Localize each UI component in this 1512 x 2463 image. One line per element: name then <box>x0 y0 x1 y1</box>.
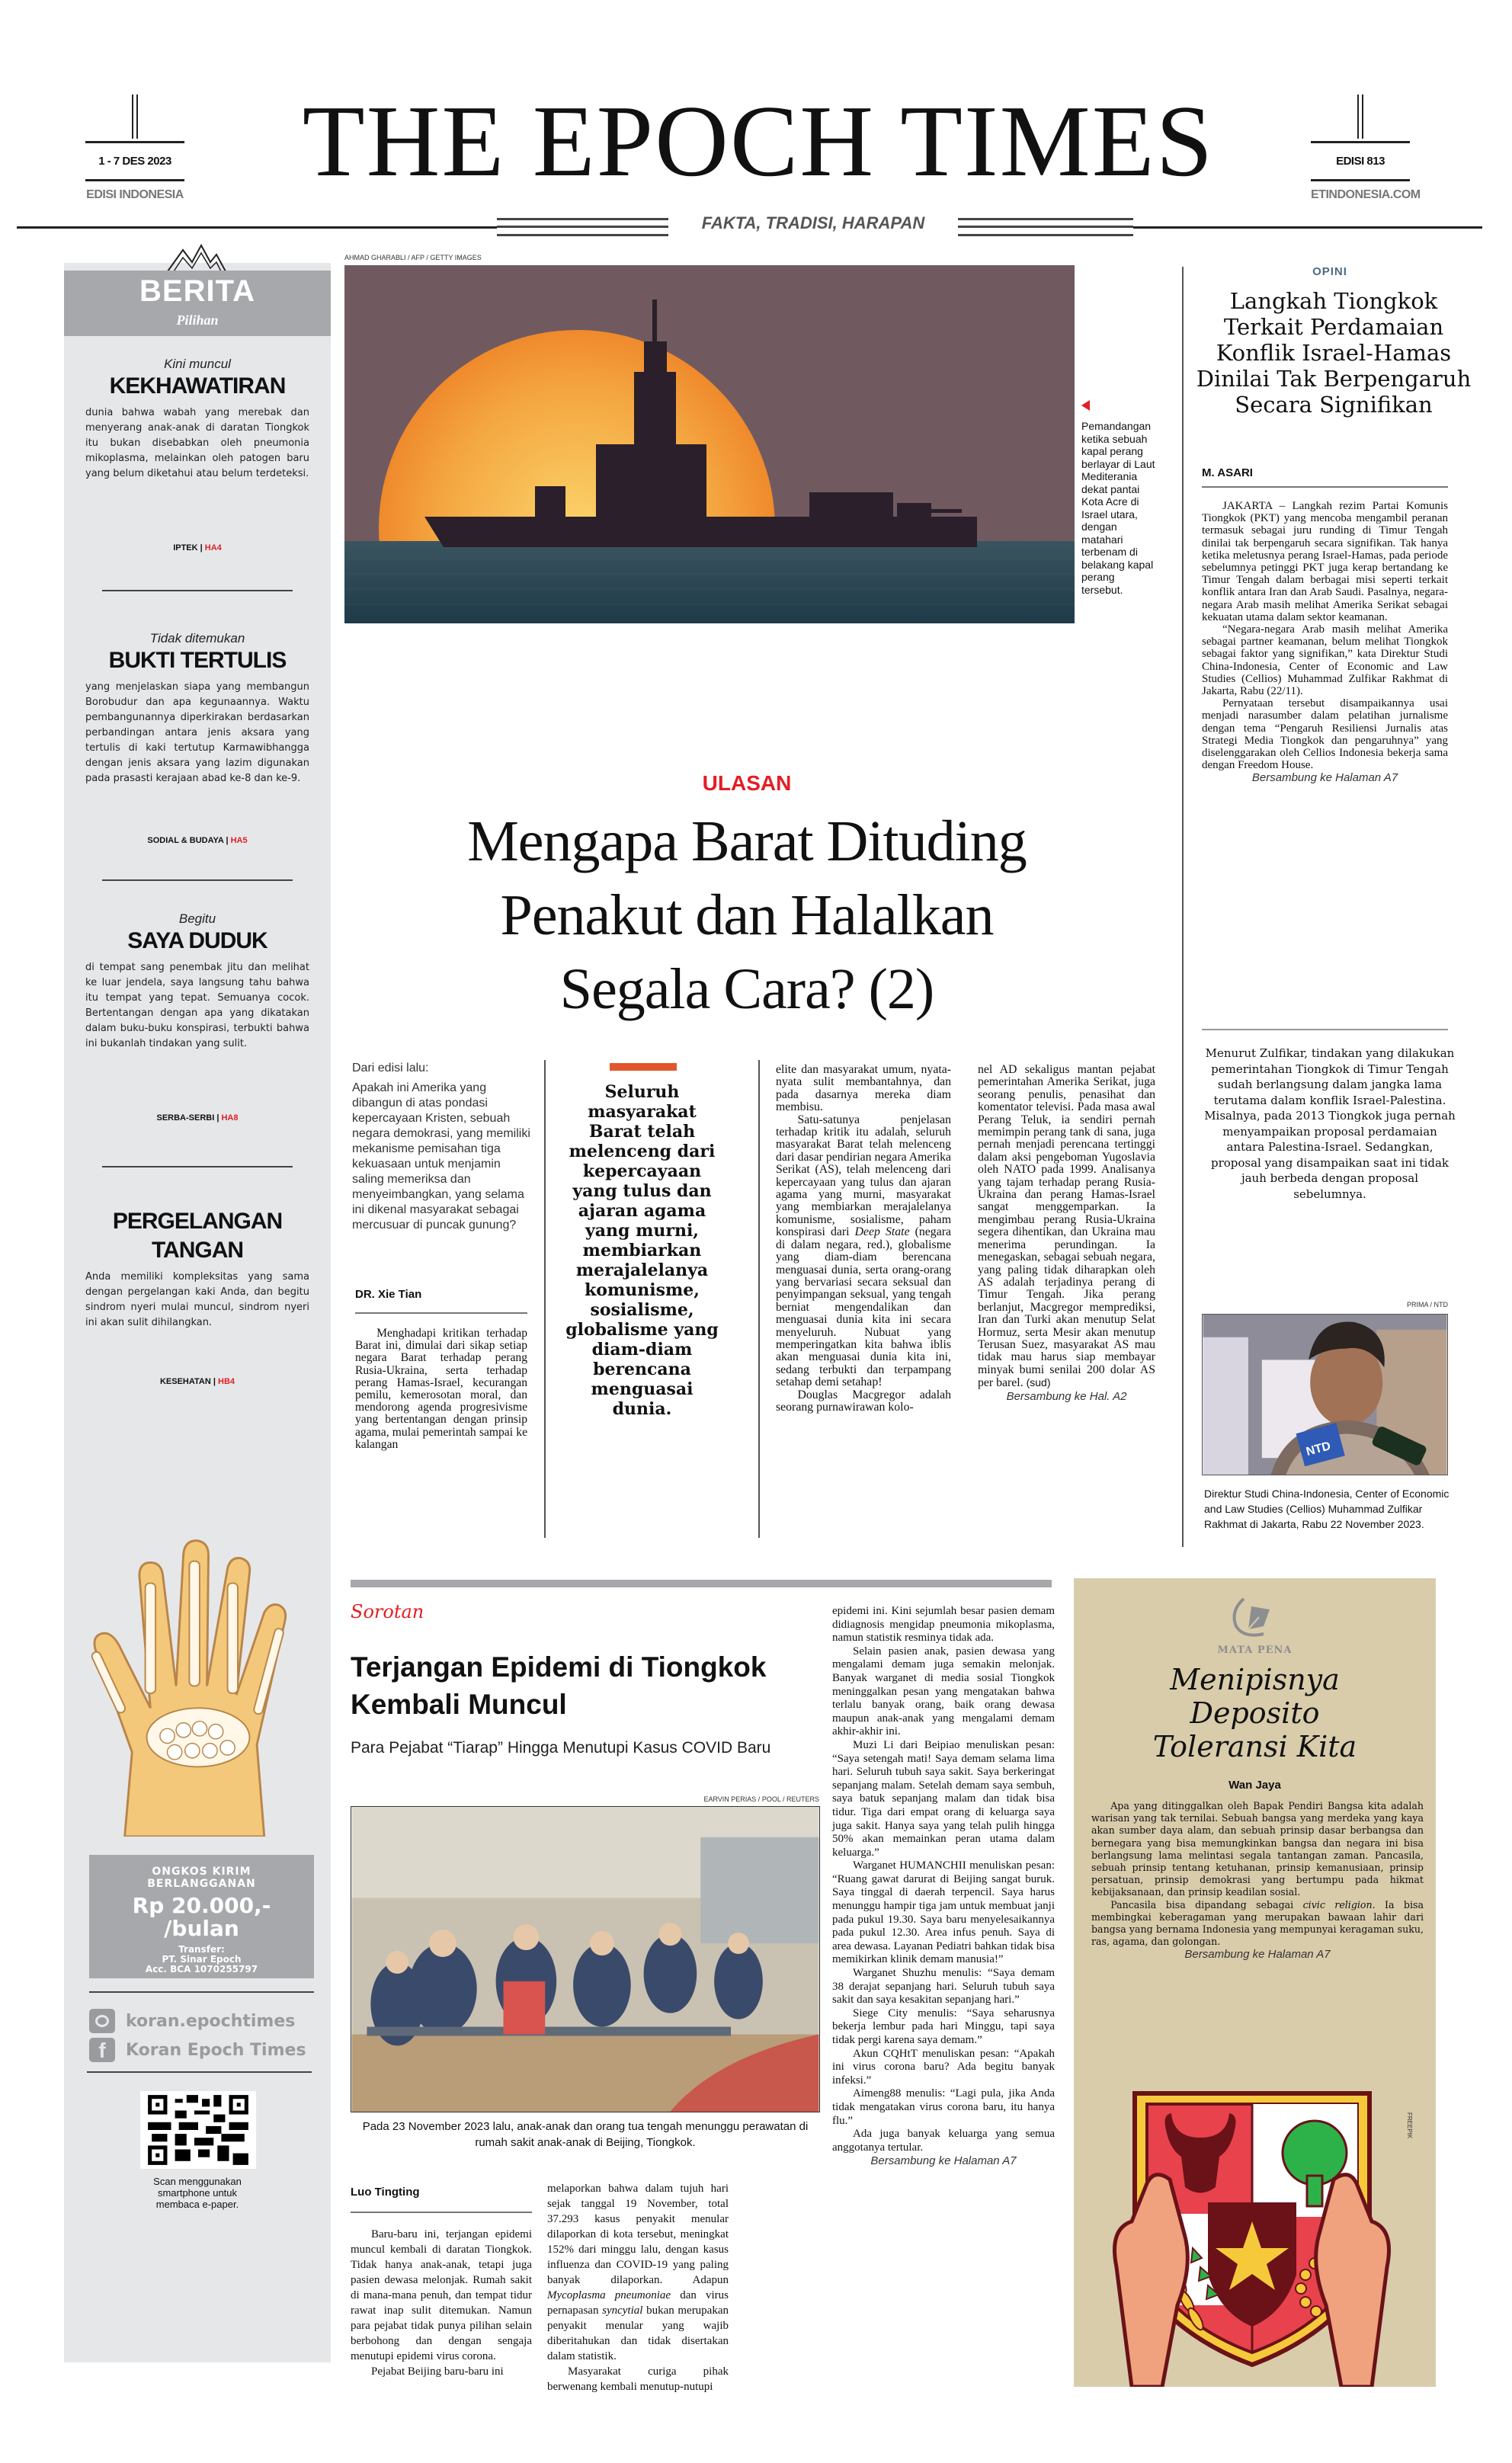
divider <box>1202 1029 1448 1030</box>
pancasila-shield-illustration <box>1101 2084 1402 2387</box>
divider <box>958 218 1133 236</box>
story-title: BUKTI TERTULIS <box>108 648 287 673</box>
article-column <box>978 1064 1155 1404</box>
paragraph: Baru-baru ini, terjangan epidemi muncul kembali di daratan Tiongkok. Tidak hanya anak-anak, tetapi juga pasien dewasa melonjak. Rumah sakit di mana-mana penuh, dan tempat tidur rawat inap sulit ditemukan. Namun para pejabat tidak punya pilihan selain berbohong dan dengan sengaja menutupi epidemi virus corona. <box>351 2228 532 2362</box>
facebook-handle: Koran Epoch Times <box>126 2040 306 2060</box>
paragraph: Muzi Li dari Beipiao menuliskan pesan: “Saya setengah mati! Saya demam selama lima hari. Seluruh tubuh saya sakit. Saya berkeringat sepanjang malam. Setelah demam saya sembuh, saya batuk sepanjang malam dan tidak bisa tidur. Tiga dari empat orang di keluarga saya juga sakit. Hanya saya yang telah pulih hingga 50% akan memainkan peran utama dalam keluarga.” <box>832 1738 1055 1859</box>
interview-photo[interactable] <box>1202 1314 1448 1475</box>
photo-credit: AHMAD GHARABLI / AFP / GETTY IMAGES <box>344 254 482 261</box>
paragraph: Menghadapi kritikan terhadap Barat ini, dimulai dari sikap setiap negara Barat terhadap perang Rusia-Ukraina, serta terhadap perang Hamas-Israel, kecurangan pemilu, kemerosotan moral, dan mendorong agenda progresivisme yang bertentangan dengan prinsip agama, mulai pemerintah sampai ke kalangan <box>355 1327 527 1451</box>
page-number: HA5 <box>230 836 248 845</box>
subscription-title: BERLANGGANAN <box>147 1878 256 1890</box>
page-number: HA8 <box>221 1113 239 1123</box>
transfer-company: PT. Sinar Epoch <box>162 1954 242 1965</box>
subscription-box <box>89 1855 314 1978</box>
headline-line: Toleransi Kita <box>1152 1730 1357 1763</box>
sidebar-subtitle: Pilihan <box>176 312 219 328</box>
caption-text: Pemandangan ketika sebuah kapal perang berlayar di Laut Mediterania dekat pantai Kota Acre di Israel utara, dengan matahari terbenam di belakang kapal perang tersebut. <box>1081 420 1155 596</box>
story-body: Anda memiliki kompleksitas yang sama dengan pergelangan kaki Anda, dan begitu sindrom nyeri mulai muncul, sindrom nyeri ini akan sulit dihilangkan. <box>85 1271 309 1328</box>
masthead-right-block <box>1311 94 1421 202</box>
photo-credit: PRIMA / NTD <box>1406 1301 1448 1308</box>
continued-link[interactable]: Bersambung ke Halaman A7 <box>1251 771 1398 785</box>
headline-line: Menipisnya <box>1170 1663 1340 1696</box>
issue-date: 1 - 7 DES 2023 <box>98 155 171 168</box>
paragraph: Masyarakat curiga pihak berwenang kembali menutup-nutupi <box>547 2365 729 2393</box>
text-run: Pancasila bisa dipandang sebagai <box>1110 1898 1303 1911</box>
fountain-pen-icon <box>1228 1596 1279 1640</box>
text-run: (negara di dalam negara, red.), globalisme yang diam-diam berencana menguasai dunia, serta orang-orang yang bervariasi secara seksual dan penyimpangan seksual, yang tengah berniat mengendalikan dan menguasai dunia kita ini secara menyeluruh. Nubuat yang memperingatkan kita bahwa iblis akan menguasai dunia kita ini, sedang terbukti dan terpampang setahap demi setahap! <box>776 1225 951 1389</box>
article-column <box>832 1605 1055 2168</box>
photo-caption: Direktur Studi China-Indonesia, Center of Economic and Law Studies (Cellios) Muhammad Zulfikar Rakhmat di Jakarta, Rabu 22 November 2023. <box>1204 1488 1450 1530</box>
section-label: ULASAN <box>702 771 792 795</box>
paragraph: Akun CQHtT menuliskan pesan: “Apakah ini virus corona baru? Ada begitu banyak infeksi.” <box>832 2047 1055 2087</box>
pull-quote: Menurut Zulfikar, tindakan yang dilakukan pemerintahan Tiongkok di Timur Tengah sudah berlangsung dalam jangka lama terutama dalam konflik Israel-Palestina. Misalnya, pada 2013 Tiongkok juga pernah menyampaikan proposal perdamaian antara Palestina-Israel. Sedangkan, proposal yang disampaikan saat ini tidak jauh berbeda dengan proposal sebelumnya. <box>1204 1046 1456 1201</box>
qr-caption-line: smartphone untuk <box>157 2187 238 2199</box>
lead-photo-warship-sunset[interactable] <box>344 265 1075 623</box>
paragraph <box>1091 1899 1424 1949</box>
subscription-period: /bulan <box>164 1916 239 1941</box>
masthead-ornament <box>132 94 138 139</box>
newspaper-title: THE EPOCH TIMES <box>302 85 1215 197</box>
divider <box>87 2071 312 2073</box>
story-body: dunia bahwa wabah yang merebak dan menyerang anak-anak di daratan Tiongkok itu bukan disebabkan oleh pneumonia mikoplasma, melainkan oleh patogen baru yang belum diketahui atau belum terdeteksi. <box>85 407 309 479</box>
author-byline: M. ASARI <box>1202 466 1253 479</box>
sidebar-story[interactable] <box>64 631 331 846</box>
lead-photo-caption <box>1081 400 1158 596</box>
divider <box>89 1991 314 1993</box>
sidebar-story[interactable] <box>64 1207 331 1387</box>
continued-link[interactable]: Bersambung ke Halaman A7 <box>870 2154 1017 2168</box>
story-page-ref[interactable]: KESEHATAN | HB4 <box>159 1377 235 1386</box>
paragraph: Warganet Shuzhu menulis: “Saya demam 38 derajat sepanjang hari. Seluruh tubuh saya sakit dan saya kesakitan sepanjang hari.” <box>832 1967 1055 2007</box>
story-kicker: Kini muncul <box>164 357 231 371</box>
sidebar-title: BERITA <box>139 274 255 308</box>
website[interactable]: ETINDONESIA.COM <box>1311 188 1421 201</box>
edition-region: EDISI INDONESIA <box>86 188 184 201</box>
caption-pointer-icon <box>1081 400 1090 411</box>
reporter-tag: (sud) <box>1026 1376 1051 1389</box>
text-run: nel AD sekaligus mantan pejabat pemerintahan Amerika Serikat, juga seorang penulis, penasihat dan komentator televisi. Pada masa awal Perang Teluk, ia sendiri pernah memimpin perang tank di sana, juga pernah menjadi perencana tertinggi dalam aksi pengeboman Yugoslavia oleh NATO pada 1999. Analisanya yang tajam terhadap perang Rusia-Ukraina dan perang Hamas-Israel sangat menggemparkan. Ia mengimbau perang Rusia-Ukraina segera dihentikan, dan Ukraina mau menerima perundingan. Ia menegaskan, sebagai sebuah negara, yang paling tidak diharapkan oleh AS adalah terjadinya perang di Timur Tengah. Jika perang berlanjut, Macgregor memprediksi, Iran dan Turki akan menutup Selat Hormuz, serta Mesir akan menutup Terusan Suez, masyarakat AS mau tidak mau harus siap membayar minyak bumi senilai 200 dolar AS per barel. <box>978 1063 1155 1390</box>
divider <box>351 2212 532 2213</box>
edition-number: EDISI 813 <box>1336 155 1385 168</box>
story-kicker: Tidak ditemukan <box>149 631 245 645</box>
bank-account: Acc. BCA 1070255797 <box>145 1964 258 1975</box>
article-column <box>547 2181 729 2394</box>
masthead-rule <box>1311 141 1410 143</box>
text-run: dan virus pernapasan <box>547 2289 729 2317</box>
masthead-rule <box>1311 179 1410 181</box>
divider <box>1202 486 1448 488</box>
mata-pena-headline[interactable] <box>1074 1663 1436 1763</box>
transfer-label: Transfer: <box>178 1944 225 1955</box>
headline-line: Mengapa Barat Dituding <box>467 809 1027 873</box>
paragraph: Aimeng88 menulis: “Lagi pula, jika Anda tidak mengatakan virus corona baru, itu hanya flu.” <box>832 2087 1055 2127</box>
facebook-icon: f <box>89 2038 115 2062</box>
divider <box>355 1312 527 1314</box>
instagram-handle: koran.epochtimes <box>126 2011 296 2031</box>
hospital-waiting-photo[interactable] <box>351 1806 820 2112</box>
text-run: bukan merupakan penyakit menular yang wajib diberitahukan dan tidak disertakan dalam statistik. <box>547 2304 729 2362</box>
masthead-left-block <box>85 94 184 202</box>
story-title: PERGELANGAN TANGAN <box>112 1209 283 1263</box>
sorotan-headline[interactable]: Terjangan Epidemi di Tiongkok Kembali Muncul <box>351 1651 767 1720</box>
pull-quote-accent <box>610 1063 677 1071</box>
story-page-ref[interactable]: SERBA-SERBI | HA8 <box>156 1113 239 1123</box>
headline-line: Segala Cara? (2) <box>559 957 934 1021</box>
instagram-link[interactable] <box>89 2007 318 2035</box>
photo-caption: Pada 23 November 2023 lalu, anak-anak dan orang tua tengah menunggu perawatan di rumah sakit anak-anak di Beijing, Tiongkok. <box>362 2120 809 2149</box>
headline-line: Deposito <box>1190 1696 1320 1730</box>
article-column <box>355 1328 527 1451</box>
qr-caption-line: membaca e-paper. <box>155 2199 239 2210</box>
continued-link[interactable]: Bersambung ke Hal. A2 <box>1006 1389 1127 1403</box>
divider <box>497 218 668 236</box>
main-headline[interactable] <box>335 805 1158 1027</box>
author-byline: Luo Tingting <box>351 2186 420 2199</box>
paragraph: Siege City menulis: “Saya seharusnya bekerja lembur pada hari Minggu, tapi saya tidak pergi karena saya demam.” <box>832 2007 1055 2046</box>
opini-headline[interactable]: Langkah Tiongkok Terkait Perdamaian Konflik Israel-Hamas Dinilai Tak Berpengaruh Secara Signifikan <box>1196 288 1472 418</box>
story-page-ref[interactable]: SODIAL & BUDAYA | HA5 <box>147 836 248 845</box>
divider <box>102 590 293 591</box>
article-column <box>1091 1800 1424 1962</box>
paragraph: Warganet HUMANCHII menuliskan pesan: “Ruang gawat darurat di Beijing sangat buruk. Saya tinggal di daerah terpencil. Saya harus menunggu hampir tiga jam untuk membuat janji pada pukul 19.30. Saya baru menyelesaikannya pada pukul 12.30. Area infus penuh. Saya di area dewasa. Layanan Pediatri bahkan tidak bisa memikirkan klinik demam manusia!” <box>832 1859 1055 1966</box>
facebook-link[interactable] <box>89 2036 318 2064</box>
story-body: di tempat sang penembak jitu dan melihat ke luar jendela, saya langsung tahu bahwa itu tempat yang tepat. Semuanya cocok. Bertentangan dengan apa yang dikatakan dalam buku-buku konspirasi, terbukti bahwa ini bukanlah tindakan yang sulit. <box>85 962 309 1049</box>
illustration-credit: FREEPIK <box>1406 2112 1413 2139</box>
paragraph <box>547 2181 729 2364</box>
column-rule <box>544 1060 546 1538</box>
subscription-price: Rp 20.000,- <box>132 1893 271 1918</box>
hand-xray-illustration <box>76 1532 320 1837</box>
article-column <box>1202 500 1448 785</box>
tagline: FAKTA, TRADISI, HARAPAN <box>701 213 925 232</box>
mountain-logo-icon <box>166 241 227 273</box>
section-label: Sorotan <box>351 1601 424 1622</box>
paragraph: JAKARTA – Langkah rezim Partai Komunis Tiongkok (PKT) yang mencoba mengambil peranan termasuk sebagai juru runding di Timur Tengah dinilai tak berpengaruh secara signifikan. Tak hanya ketika meletusnya perang Israel-Hamas, pada periode sebelumnya petinggi PKT juga kerap bertandang ke Timur Tengah dalam berbagai misi seperti terkait konflik antara Iran dan Arab Saudi. Pasalnya, negara-negara Arab masih melihat Amerika Serikat sebagai kekuatan utama dalam sektor keamanan. <box>1202 500 1448 623</box>
text-emphasis: Deep State <box>854 1225 910 1239</box>
paragraph <box>978 1064 1155 1390</box>
divider <box>102 1166 293 1167</box>
article-column <box>776 1064 951 1414</box>
masthead-rule <box>85 141 184 143</box>
text-run: Satu-satunya penjelasan terhadap kritik itu adalah, seluruh masyarakat Barat telah melenceng dari dasar pendirian negara Amerika Serikat (AS), telah melenceng dari kepercayaan yang tulus dan ajaran agama yang murni, masyarakat yang membiarkan merajalelanya komunisme, sosialisme, paham konspirasi dari <box>776 1113 951 1239</box>
masthead-ornament <box>1357 94 1363 139</box>
text-run: melaporkan bahwa dalam tujuh hari sejak tanggal 19 November, total 37.293 kasus penyakit menular dilaporkan di kota tersebut, meningkat 152% dari minggu lalu, dengan kasus influenza dan COVID-19 yang paling banyak dilaporkan. Adapun <box>547 2183 729 2286</box>
previous-edition-summary <box>352 1061 535 1233</box>
column-rule <box>758 1060 760 1538</box>
qr-code[interactable] <box>140 2091 256 2169</box>
paragraph: Apa yang ditinggalkan oleh Bapak Pendiri Bangsa kita adalah warisan yang tak ternilai. Sebuah bangsa yang merdeka yang kaya akan sumber daya alam, dan sebuah prinsip dasar berbangsa dan bernegara yang bisa memungkinkan bangsa dan negara ini bisa berlangsung lama melintasi segala tantangan zaman. Pancasila, sebuah prinsip tentang ketuhanan, prinsip kemanusiaan, prinsip persatuan, prinsip demokrasi yang bertumpu pada hikmat kebijaksanaan, dan prinsip keadilan sosial. <box>1091 1800 1424 1898</box>
author-byline: DR. Xie Tian <box>355 1288 422 1301</box>
sorotan-subheadline: Para Pejabat “Tiarap” Hingga Menutupi Kasus COVID Baru <box>351 1739 771 1757</box>
tagline-row <box>17 213 1495 236</box>
divider <box>17 226 497 229</box>
section-name: IPTEK <box>173 543 198 552</box>
paragraph: Pejabat Beijing baru-baru ini <box>371 2365 504 2378</box>
pull-quote: Seluruh masyarakat Barat telah melenceng dari kepercayaan yang tulus dan ajaran agama yang murni, membiarkan merajalelanya komunisme, sosialisme, globalisme yang diam-diam berencana menguasai dunia. <box>565 1082 719 1419</box>
article-column <box>351 2227 532 2379</box>
section-label: OPINI <box>1312 265 1347 278</box>
sidebar-story[interactable] <box>64 357 331 553</box>
paragraph: Pernyataan tersebut disampaikannya usai menjadi narasumber dalam pelatihan jurnalisme dengan tema “Pengaruh Resiliensi Jurnalis atas Strategi Media Tiongkok dan pengaruhnya” yang diselenggarakan oleh Cellios Indonesia bekerja sama dengan Freedom House. <box>1202 697 1448 772</box>
sidebar-story-list <box>64 352 331 1387</box>
text-run: . Ia bisa membingkai keberagaman yang merupakan bawaan lahir dari bangsa yang bernama Indonesia yang mempunyai keragaman suku, ras, agama, dan golongan. <box>1091 1898 1424 1948</box>
paragraph <box>776 1114 951 1389</box>
section-name: KESEHATAN <box>159 1377 211 1386</box>
page-number: HA4 <box>204 543 222 552</box>
story-title: KEKHAWATIRAN <box>109 373 286 399</box>
previous-edition-text: Apakah ini Amerika yang dibangun di atas pondasi kepercayaan Kristen, sebuah negara demokrasi, yang memiliki mekanisme pemisahan tiga kekuasaan untuk menjamin saling memeriksa dan menyeimbangkan, yang selama ini dikenal masyarakat sebagai mercusuar di puncak gunung? <box>352 1081 530 1232</box>
column-rule <box>1182 267 1184 1547</box>
paragraph: epidemi ini. Kini sejumlah besar pasien demam didiagnosis mengidap pneumonia mikoplasma, namun statistik resminya tidak ada. <box>832 1605 1055 1645</box>
section-name: SERBA-SERBI <box>156 1113 215 1123</box>
divider <box>1133 226 1482 229</box>
story-body: yang menjelaskan siapa yang membangun Borobudur dan apa kegunaannya. Waktu pembangunannya diperkirakan berdasarkan perbandingan antara jenis aksara yang tertulis di kaki tertutup Karmawibhangga dengan jenis aksara yang lazim digunakan pada prasasti kerajaan abad ke-8 dan ke-9. <box>85 681 309 784</box>
text-emphasis: civic religion <box>1302 1898 1373 1911</box>
subscription-title: ONGKOS KIRIM <box>152 1866 251 1878</box>
paragraph: Ada juga banyak keluarga yang semua anggotanya tertular. <box>832 2128 1055 2154</box>
story-kicker: Begitu <box>178 911 216 926</box>
photo-credit: EARVIN PERIAS / POOL / REUTERS <box>703 1795 819 1803</box>
paragraph: Douglas Macgregor adalah seorang purnawirawan kolo- <box>776 1388 951 1414</box>
headline-line: Penakut dan Halalkan <box>500 883 994 947</box>
section-bar <box>351 1580 1052 1587</box>
text-emphasis: Mycoplasma pneumoniae <box>547 2289 671 2301</box>
divider <box>102 879 293 881</box>
qr-caption-line: Scan menggunakan <box>153 2176 242 2187</box>
sidebar-story[interactable] <box>64 911 331 1123</box>
author-byline: Wan Jaya <box>1228 1779 1281 1792</box>
paragraph: Selain pasien anak, pasien dewasa yang mengalami demam juga semakin melonjak. Banyak warganet di media sosial Tiongkok meninggalkan pesan yang mengatakan bahwa terlalu banyak orang, baik orang dewasa maupun anak-anak yang mengalami demam akhir-akhir ini. <box>832 1645 1055 1738</box>
story-page-ref[interactable]: IPTEK | HA4 <box>173 543 222 552</box>
qr-caption <box>64 2176 331 2210</box>
page-number: HB4 <box>218 1377 235 1386</box>
text-emphasis: syncytial <box>602 2304 643 2317</box>
section-label: MATA PENA <box>1217 1645 1293 1656</box>
instagram-icon <box>89 2009 115 2033</box>
continued-link[interactable]: Bersambung ke Halaman A7 <box>1184 1948 1331 1962</box>
previous-edition-label: Dari edisi lalu: <box>352 1062 429 1075</box>
masthead-rule <box>85 179 184 181</box>
paragraph: elite dan masyarakat umum, nyata-nyata sulit membantahnya, dan pada dasarnya mereka diam membisu. <box>776 1063 951 1114</box>
paragraph: “Negara-negara Arab masih melihat Amerika sebagai partner keamanan, belum melihat Tiongkok sebagai faktor yang signifikan,” kata Direktur Studi China-Indonesia, Center of Economic and Law Studies (Cellios) Muhammad Zulfikar Rakhmat di Jakarta, Rabu (22/11). <box>1202 623 1448 698</box>
story-title: SAYA DUDUK <box>127 928 267 953</box>
sidebar-header <box>64 271 331 336</box>
section-name: SODIAL & BUDAYA <box>147 836 224 845</box>
mic-flag-label: NTD <box>1305 1440 1332 1459</box>
